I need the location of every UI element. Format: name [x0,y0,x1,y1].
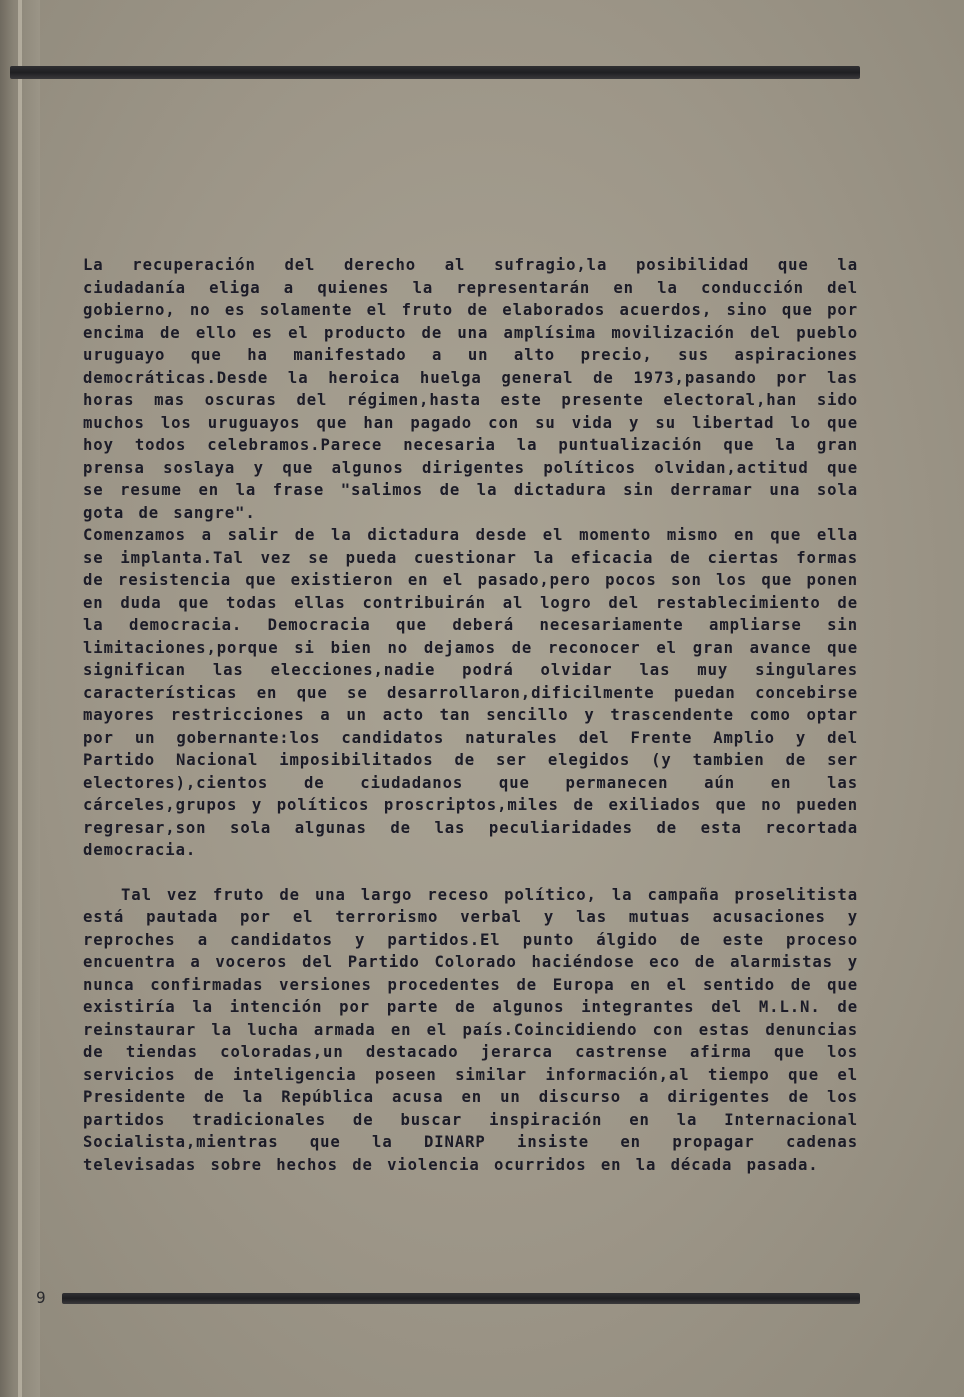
paragraph-2: Comenzamos a salir de la dictadura desde el momento mismo en que ella se implanta.Tal vez se pueda cuestionar la eficacia de ciertas formas de resistencia que existieron en el pasado,pero pocos son los que ponen en duda que todas ellas contribuirán al logro del restablecimiento de la democracia. Democracia que deberá necesariamente ampliarse sin limitaciones,porque si bien no dejamos de reconocer el gran avance que significan las elecciones,nadie podrá olvidar las muy singulares características en que se desarrollaron,dificilmente puedan concebirse mayores restricciones a un acto tan sencillo y trascendente como optar por un gobernante:los candidatos naturales del Frente Amplio y del Partido Nacional imposibilitados de ser elegidos (y tambien de ser electores),cientos de ciudadanos que permanecen aún en las cárceles,grupos y políticos proscriptos,miles de exiliados que no pueden regresar,son sola algunas de las peculiaridades de esta recortada democracia. [83,526,858,859]
paragraph-3: Tal vez fruto de una largo receso político, la campaña proselitista está pautada por el terrorismo verbal y las mutuas acusaciones y reproches a candidatos y partidos.El punto álgido de este proceso encuentra a voceros del Partido Colorado haciéndose eco de alarmistas y nunca confirmadas versiones procedentes de Europa en el sentido de que existiría la intención por parte de algunos integrantes del M.L.N. de reinstaurar la lucha armada en el país.Coincidiendo con estas denuncias de tiendas coloradas,un destacado jerarca castrense afirma que los servicios de inteligencia poseen similar información,al tiempo que el Presidente de la República acusa en un discurso a dirigentes de los partidos tradicionales de buscar inspiración en la Internacional Socialista,mientras que la DINARP insiste en propagar cadenas televisadas sobre hechos de violencia ocurridos en la década pasada. [83,885,858,1174]
bottom-rule [62,1293,860,1304]
top-rule [10,66,860,79]
page-number: 9 [36,1288,47,1307]
spine-edge-line [18,0,22,1397]
paragraph-1: La recuperación del derecho al sufragio,la posibilidad que la ciudadanía eliga a quienes la representarán en la conducción del gobierno, no es solamente el fruto de elaborados acuerdos, sino que por encima de ello es el producto de una amplísima movilización del pueblo uruguayo que ha manifestado a un alto precio, sus aspiraciones democráticas.Desde la heroica huelga general de 1973,pasando por las horas mas oscuras del régimen,hasta este presente electoral,han sido muchos los uruguayos que han pagado con su vida y su libertad lo que hoy todos celebramos.Parece necesaria la puntualización que la gran prensa soslaya y que algunos dirigentes políticos olvidan,actitud que se resume en la frase "salimos de la dictadura sin derramar una sola gota de sangre". [83,256,858,522]
paragraph-spacer [83,862,858,884]
article-body [83,254,858,1176]
binding-spine [0,0,40,1397]
